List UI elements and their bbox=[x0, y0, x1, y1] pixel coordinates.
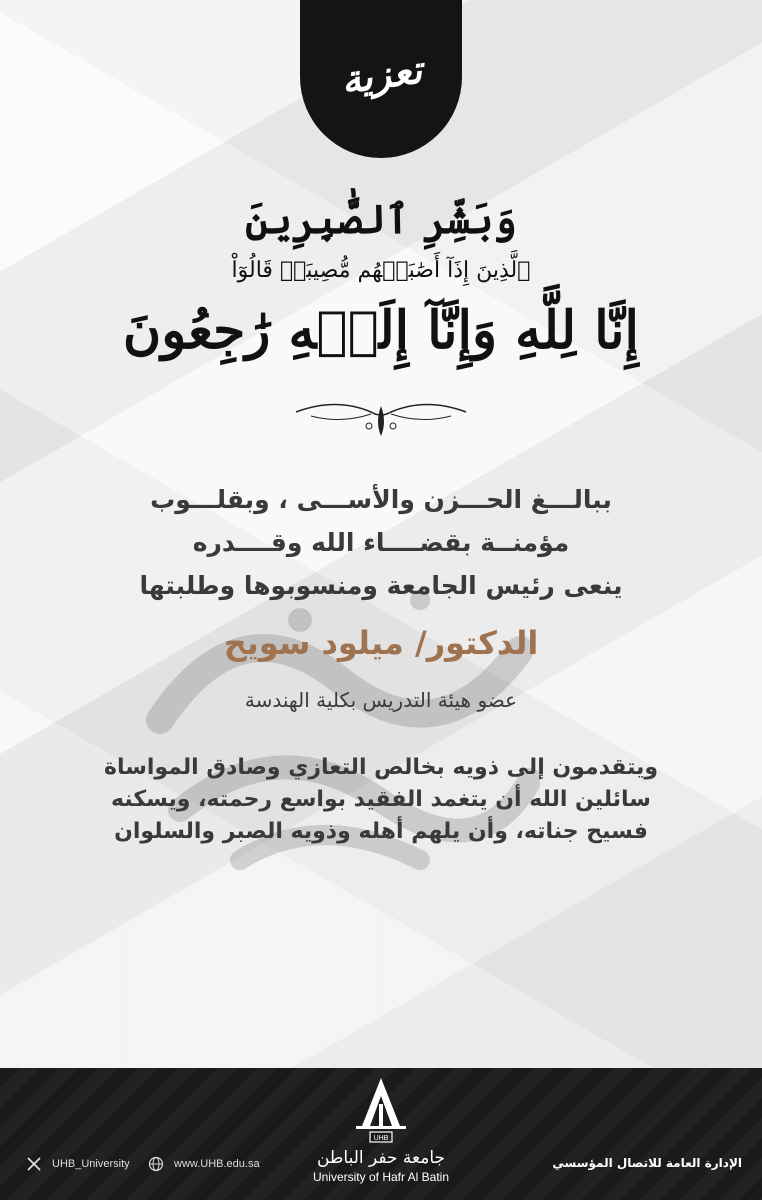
intro-line: ينعى رئيس الجامعة ومنسوبوها وطلبتها bbox=[139, 571, 623, 600]
twitter-link[interactable] bbox=[26, 1154, 130, 1174]
message-line: ويتقدمون إلى ذويه بخالص التعازي وصادق المواساة bbox=[103, 755, 659, 780]
intro-text bbox=[0, 478, 762, 607]
x-icon bbox=[26, 1156, 42, 1172]
ornament-divider bbox=[291, 392, 471, 442]
verse-line-1: وَبَشِّرِ ٱلصَّٰبِرِينَ bbox=[245, 196, 517, 243]
intro-line: مؤمنــة بقضــــاء الله وقــــدره bbox=[192, 528, 570, 557]
intro-line: ببالـــغ الحـــزن والأســـى ، وبقلـــوب bbox=[150, 485, 612, 514]
deceased-role: عضو هيئة التدريس بكلية الهندسة bbox=[244, 688, 518, 712]
twitter-handle: UHB_University bbox=[52, 1158, 130, 1170]
message-line: فسيح جناته، وأن يلهم أهله وذويه الصبر والسلوان bbox=[114, 819, 648, 844]
globe-icon bbox=[148, 1156, 164, 1172]
condolence-message bbox=[0, 752, 762, 848]
message-line: سائلين الله أن يتغمد الفقيد بواسع رحمته، ويسكنه bbox=[111, 787, 651, 812]
website-url: www.UHB.edu.sa bbox=[174, 1158, 260, 1170]
website-link[interactable] bbox=[148, 1154, 260, 1174]
verse-line-2: ٱلَّذِينَ إِذَآ أَصَٰبَتۡهُم مُّصِيبَةٞ قَالُوٓاْ bbox=[231, 258, 531, 283]
header-banner bbox=[300, 0, 462, 158]
deceased-name: الدكتور/ ميلود سويح bbox=[223, 624, 539, 662]
banner-title: تعزية bbox=[337, 46, 425, 102]
logo-text: UHB bbox=[373, 1135, 389, 1142]
university-name-en: University of Hafr Al Batin bbox=[312, 1170, 450, 1184]
university-logo-icon bbox=[342, 1074, 420, 1150]
department-name: الإدارة العامة للاتصال المؤسسي bbox=[552, 1156, 742, 1170]
verse-line-3: إِنَّا لِلَّهِ وَإِنَّآ إِلَيۡهِ رَٰجِعُونَ bbox=[123, 300, 639, 361]
university-name-ar: جامعة حفر الباطن bbox=[316, 1148, 446, 1168]
